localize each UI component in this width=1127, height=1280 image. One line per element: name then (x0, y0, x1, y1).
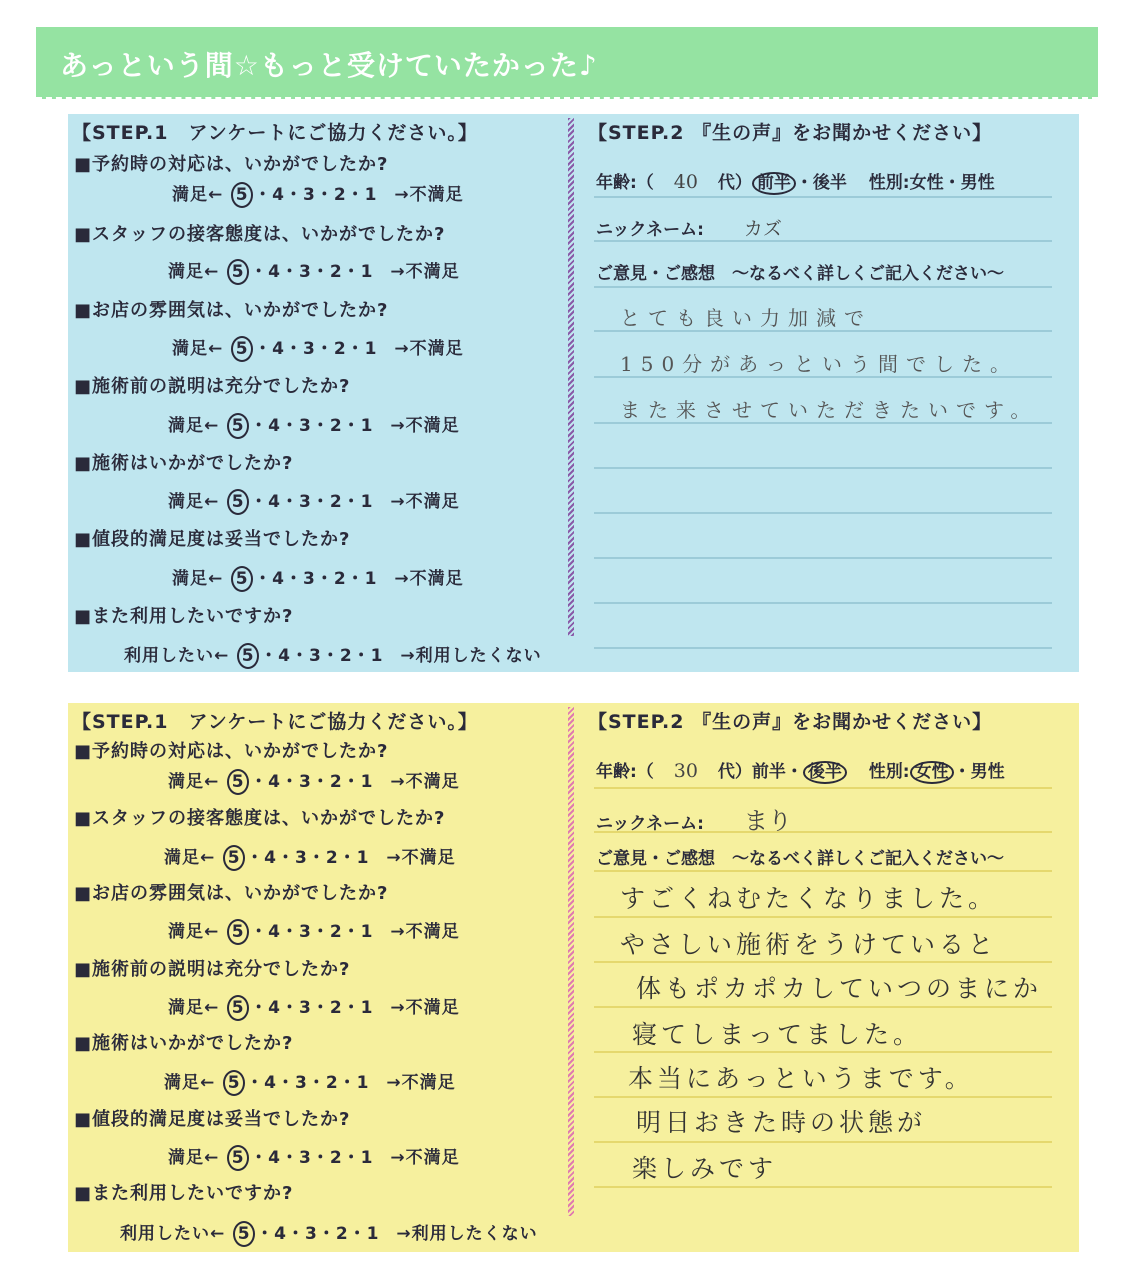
selected-rating: 5 (227, 413, 249, 439)
scale-left-label: 満足← (172, 339, 224, 359)
comment-line: 150分があっという間でした。 (620, 352, 1018, 376)
ruled-line (594, 602, 1052, 604)
age-gender-row (596, 757, 1005, 784)
survey-card-1 (68, 114, 1079, 672)
scale-right-label: →不満足 (390, 998, 460, 1018)
nickname-label: ニックネーム: (596, 220, 704, 240)
scale-left-label: 満足← (164, 848, 216, 868)
step1-title: 【STEP.1 アンケートにご協力ください。】 (72, 711, 478, 733)
ruled-line (594, 1006, 1052, 1008)
age-early-option: 前半 (751, 762, 786, 782)
ruled-line (594, 916, 1052, 918)
selected-rating: 5 (227, 489, 249, 515)
question-price: ■値段的満足度は妥当でしたか? (74, 1109, 351, 1130)
ruled-line (594, 1141, 1052, 1143)
scale-right-label: →不満足 (386, 848, 456, 868)
age-label: 年齢:（ (596, 173, 654, 193)
age-early-option: 前半 (752, 172, 796, 195)
question-reservation: ■予約時の対応は、いかがでしたか? (74, 741, 389, 762)
revisit-right-label: →利用したくない (400, 646, 542, 666)
gender-female-option: 女性 (910, 761, 954, 784)
rating-options: ・4・3・2・1 (256, 1224, 380, 1244)
comment-line: やさしい施術をうけていると (620, 930, 998, 959)
scale-left-label: 満足← (164, 1073, 216, 1093)
ruled-line (594, 961, 1052, 963)
scale-right-label: →不満足 (390, 262, 460, 282)
scale-right-label: →不満足 (394, 569, 464, 589)
scale-left-label: 満足← (168, 416, 220, 436)
rating-scale (168, 487, 460, 515)
comment-line: 体もポカポカしていつのまにか (636, 974, 1043, 1003)
step1-section (68, 114, 568, 672)
rating-options: ・4・3・2・1 (254, 339, 378, 359)
rating-options: ・4・3・2・1 (250, 922, 374, 942)
selected-rating: 5 (227, 995, 249, 1021)
revisit-scale (124, 641, 542, 669)
selected-rating: 5 (231, 182, 253, 208)
scale-left-label: 満足← (168, 922, 220, 942)
separator: ・ (953, 762, 971, 782)
gender-label: 性別: (868, 173, 910, 193)
rating-options: ・4・3・2・1 (250, 998, 374, 1018)
revisit-left-label: 利用したい← (120, 1224, 226, 1244)
step2-title: 【STEP.2 『生の声』をお聞かせください】 (588, 122, 993, 144)
selected-rating: 5 (231, 336, 253, 362)
ruled-line (594, 286, 1052, 288)
question-reservation: ■予約時の対応は、いかがでしたか? (74, 154, 389, 175)
revisit-right-label: →利用したくない (396, 1224, 538, 1244)
rating-scale (168, 767, 460, 795)
ruled-line (594, 647, 1052, 649)
selected-rating: 5 (227, 769, 249, 795)
ruled-line (594, 422, 1052, 424)
scale-right-label: →不満足 (386, 1073, 456, 1093)
age-late-option: 後半 (812, 173, 847, 193)
comment-label: ご意見・ご感想 〜なるべく詳しくご記入ください〜 (596, 849, 1004, 869)
comment-line: 楽しみです (632, 1154, 778, 1183)
selected-rating: 5 (227, 1145, 249, 1171)
question-explanation: ■施術前の説明は充分でしたか? (74, 376, 351, 397)
comment-label: ご意見・ご感想 〜なるべく詳しくご記入ください〜 (596, 264, 1004, 284)
rating-options: ・4・3・2・1 (254, 569, 378, 589)
rating-options: ・4・3・2・1 (246, 848, 370, 868)
rating-options: ・4・3・2・1 (250, 772, 374, 792)
separator: ・ (943, 173, 961, 193)
selected-rating: 5 (233, 1221, 255, 1247)
question-staff: ■スタッフの接客態度は、いかがでしたか? (74, 224, 446, 245)
scale-left-label: 満足← (168, 772, 220, 792)
nickname-value: カズ (743, 218, 782, 240)
rating-options: ・4・3・2・1 (246, 1073, 370, 1093)
rating-options: ・4・3・2・1 (250, 416, 374, 436)
comment-line: すごくねむたくなりました。 (620, 884, 998, 913)
selected-rating: 5 (231, 566, 253, 592)
ruled-line (594, 1096, 1052, 1098)
ruled-line (594, 330, 1052, 332)
rating-scale (172, 180, 464, 208)
scale-left-label: 満足← (168, 262, 220, 282)
selected-rating: 5 (237, 643, 259, 669)
comment-line: 明日おきた時の状態が (636, 1108, 927, 1137)
ruled-line (594, 557, 1052, 559)
question-revisit: ■また利用したいですか? (74, 1183, 294, 1204)
rating-scale (168, 411, 460, 439)
rating-scale (164, 1068, 456, 1096)
scale-left-label: 満足← (168, 1148, 220, 1168)
nickname-value: まり (743, 807, 792, 835)
ruled-line (594, 196, 1052, 198)
separator: ・ (785, 762, 803, 782)
rating-scale (168, 993, 460, 1021)
rating-options: ・4・3・2・1 (250, 492, 374, 512)
comment-line: 寝てしまってました。 (632, 1020, 923, 1049)
age-late-option: 後半 (803, 761, 847, 784)
nickname-label: ニックネーム: (596, 814, 704, 834)
step2-title: 【STEP.2 『生の声』をお聞かせください】 (588, 711, 993, 733)
rating-options: ・4・3・2・1 (250, 262, 374, 282)
rating-scale (168, 257, 460, 285)
gender-female-option: 女性 (909, 173, 944, 193)
rating-scale (168, 917, 460, 945)
ruled-line (594, 512, 1052, 514)
comment-line: また来させていただきたいです。 (620, 398, 1039, 422)
survey-card-2 (68, 703, 1079, 1252)
rating-scale (172, 564, 464, 592)
age-label: 年齢:（ (596, 762, 654, 782)
scale-left-label: 満足← (172, 569, 224, 589)
rating-options: ・4・3・2・1 (250, 1148, 374, 1168)
rating-options: ・4・3・2・1 (260, 646, 384, 666)
scale-right-label: →不満足 (390, 922, 460, 942)
question-revisit: ■また利用したいですか? (74, 606, 294, 627)
age-gender-row (596, 168, 995, 195)
question-atmosphere: ■お店の雰囲気は、いかがでしたか? (74, 883, 389, 904)
scale-right-label: →不満足 (390, 492, 460, 512)
scale-right-label: →不満足 (390, 1148, 460, 1168)
question-treatment: ■施術はいかがでしたか? (74, 453, 294, 474)
step2-section (588, 703, 1079, 1252)
ruled-line (594, 1186, 1052, 1188)
scale-left-label: 満足← (168, 998, 220, 1018)
revisit-left-label: 利用したい← (124, 646, 230, 666)
rating-scale (168, 1143, 460, 1171)
scale-right-label: →不満足 (390, 772, 460, 792)
gender-male-option: 男性 (970, 762, 1005, 782)
ruled-line (594, 831, 1052, 833)
rating-scale (164, 843, 456, 871)
gender-male-option: 男性 (960, 173, 995, 193)
selected-rating: 5 (223, 1070, 245, 1096)
page-title: あっという間☆もっと受けていたかった♪ (60, 49, 598, 82)
step1-section (68, 703, 568, 1252)
question-price: ■値段的満足度は妥当でしたか? (74, 529, 351, 550)
separator: ・ (795, 173, 813, 193)
scale-left-label: 満足← (172, 185, 224, 205)
title-banner (36, 27, 1098, 99)
selected-rating: 5 (227, 919, 249, 945)
age-value: 30 (673, 760, 698, 782)
comment-line: 本当にあっというまです。 (628, 1064, 974, 1093)
age-suffix: 代） (717, 173, 752, 193)
ruled-line (594, 870, 1052, 872)
scale-right-label: →不満足 (390, 416, 460, 436)
comment-line: とても良い力加減で (620, 306, 872, 330)
question-staff: ■スタッフの接客態度は、いかがでしたか? (74, 808, 446, 829)
question-atmosphere: ■お店の雰囲気は、いかがでしたか? (74, 300, 389, 321)
section-divider (568, 118, 574, 636)
ruled-line (594, 467, 1052, 469)
scale-right-label: →不満足 (394, 185, 464, 205)
ruled-line (594, 376, 1052, 378)
rating-scale (172, 334, 464, 362)
gender-label: 性別: (868, 762, 910, 782)
rating-options: ・4・3・2・1 (254, 185, 378, 205)
ruled-line (594, 1051, 1052, 1053)
nickname-row (596, 214, 782, 241)
ruled-line (594, 787, 1052, 789)
question-treatment: ■施術はいかがでしたか? (74, 1033, 294, 1054)
step2-section (588, 114, 1079, 672)
selected-rating: 5 (227, 259, 249, 285)
step1-title: 【STEP.1 アンケートにご協力ください。】 (72, 122, 478, 144)
question-explanation: ■施術前の説明は充分でしたか? (74, 959, 351, 980)
scale-right-label: →不満足 (394, 339, 464, 359)
age-value: 40 (673, 171, 698, 193)
scale-left-label: 満足← (168, 492, 220, 512)
revisit-scale (120, 1219, 538, 1247)
section-divider (568, 707, 574, 1216)
age-suffix: 代） (717, 762, 752, 782)
ruled-line (594, 240, 1052, 242)
selected-rating: 5 (223, 845, 245, 871)
